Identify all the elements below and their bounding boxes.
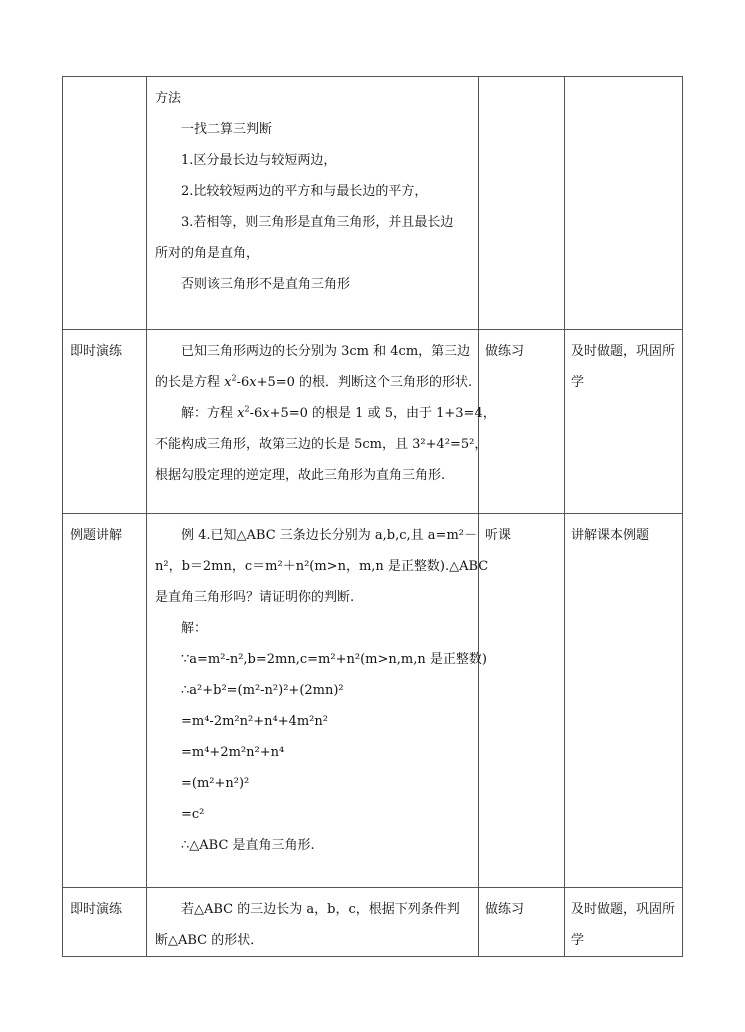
example-line: 解：: [181, 621, 208, 636]
example-line: 是直角三角形吗？请证明你的判断.: [155, 590, 355, 605]
example-line: ∴a²+b²=(m²-n²)²+(2mn)²: [181, 683, 344, 698]
content-cell: [147, 888, 479, 957]
solution-line: 根据勾股定理的逆定理，故此三角形为直角三角形.: [155, 468, 446, 483]
solution-line: 不能构成三角形，故第三边的长是 5cm，且 3²+4²=5²，: [155, 437, 488, 452]
text-line: 断△ABC 的形状．: [155, 933, 264, 948]
lesson-plan-table: [62, 76, 683, 957]
activity-text: 做练习: [485, 902, 525, 917]
table-row: [63, 888, 683, 957]
text-line: 2.比较较短两边的平方和与最长边的平方，: [181, 184, 428, 199]
example-line: =c²: [181, 807, 205, 822]
row-label-cell: [63, 888, 147, 957]
activity-cell: [479, 888, 565, 957]
content-cell: [147, 514, 489, 888]
row-label-cell: [63, 330, 147, 514]
text-line: 否则该三角形不是直角三角形: [181, 277, 351, 292]
text-line: 1.区分最长边与较短两边，: [181, 153, 337, 168]
text-line: 3.若相等，则三角形是直角三角形，并且最长边: [181, 215, 454, 230]
example-line: ∵a=m²-n²,b=2mn,c=m²+n²(m>n,m,n 是正整数): [181, 652, 487, 667]
table-row: [63, 330, 683, 514]
row-label: 即时演练: [70, 344, 123, 359]
content-cell: [147, 330, 496, 514]
example-line: =(m²+n²)²: [181, 776, 250, 791]
activity-cell: [479, 514, 565, 888]
problem-line: 已知三角形两边的长分别为 3cm 和 4cm，第三边: [181, 344, 471, 359]
purpose-text: 及时做题，巩固所学: [571, 344, 676, 390]
activity-cell: [479, 77, 565, 330]
activity-text: 做练习: [485, 344, 525, 359]
purpose-text: 及时做题，巩固所学: [571, 902, 676, 948]
example-line: =m⁴-2m²n²+n⁴+4m²n²: [181, 714, 328, 729]
text-line: 所对的角是直角，: [155, 246, 260, 261]
content-cell: [147, 77, 479, 330]
purpose-cell: [565, 888, 683, 957]
purpose-cell: [565, 330, 683, 514]
table-row: [63, 514, 683, 888]
row-label: 即时演练: [70, 902, 123, 917]
table-row: [63, 77, 683, 330]
example-line: 例 4.已知△ABC 三条边长分别为 a,b,c,且 a=m²－: [181, 528, 477, 543]
row-label-cell: [63, 514, 147, 888]
problem-line: 的长是方程 $x^2-6x+5=0$ 的根．判断这个三角形的形状.: [155, 373, 473, 390]
example-line: n²，b＝2mn，c＝m²＋n²(m>n，m,n 是正整数).△ABC: [155, 559, 489, 574]
purpose-text: 讲解课本例题: [571, 528, 650, 543]
row-label-cell: [63, 77, 147, 330]
purpose-cell: [565, 514, 683, 888]
text-line: 若△ABC 的三边长为 a，b，c，根据下列条件判: [181, 902, 460, 917]
purpose-cell: [565, 77, 683, 330]
activity-text: 听课: [485, 528, 512, 543]
row-label: 例题讲解: [70, 528, 123, 543]
example-line: =m⁴+2m²n²+n⁴: [181, 745, 285, 760]
solution-line: 解：方程 $x^2-6x+5=0$ 的根是 1 或 5，由于 1+3=4，: [181, 404, 496, 421]
text-line: 一找二算三判断: [181, 122, 273, 137]
example-line: ∴△ABC 是直角三角形.: [181, 838, 315, 853]
text-line: 方法: [155, 91, 182, 106]
